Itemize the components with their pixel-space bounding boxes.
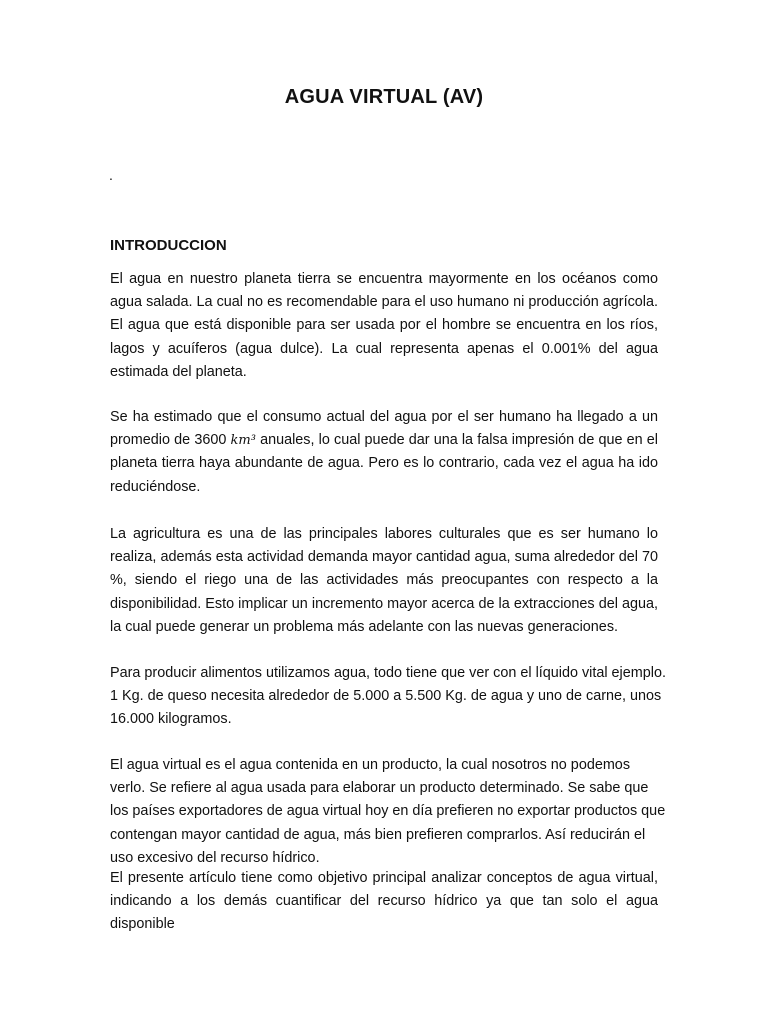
- paragraph-5-line: verlo. Se refiere al agua usada para elaborar un producto determinado. Se sabe que: [110, 780, 649, 797]
- paragraph-2-text-a: Se ha estimado que el consumo actual del agua por el ser humano ha llegado a un promedio de 3600: [110, 409, 658, 449]
- paragraph-4-line: 1 Kg. de queso necesita alrededor de 5.000 a 5.500 Kg. de agua y uno de carne, unos: [110, 688, 662, 705]
- paragraph-2-text-b: anuales, lo cual puede dar una la falsa impresión de que en el planeta tierra haya abundante de agua. Pero es lo contrario, cada vez el agua ha ido reduciéndose.: [110, 432, 659, 495]
- paragraph-5-line: uso excesivo del recurso hídrico.: [110, 849, 320, 866]
- paragraph-5: [110, 754, 666, 870]
- paragraph-6: [110, 867, 658, 937]
- section-heading-introduccion: INTRODUCCION: [110, 237, 227, 254]
- paragraph-5-line: los países exportadores de agua virtual hoy en día prefieren no exportar productos que: [110, 803, 666, 820]
- paragraph-1: El agua en nuestro planeta tierra se encuentra mayormente en los océanos como agua salada. La cual no es recomendable para el uso humano ni producción agrícola. El agua que está disponible para ser usada por el hombre se encuentra en los ríos, lagos y acuíferos (agua dulce). La cual representa apenas el 0.001% del agua estimada del planeta.: [110, 271, 658, 380]
- stray-dot: .: [109, 167, 113, 183]
- paragraph-4-line: Para producir alimentos utilizamos agua, todo tiene que ver con el líquido vital ejemplo.: [110, 665, 666, 681]
- document-title: AGUA VIRTUAL (AV): [284, 86, 484, 108]
- paragraph-6-line: El presente artículo tiene como objetivo principal analizar conceptos de agua virtual,: [110, 870, 658, 886]
- paragraph-5-line: contengan mayor cantidad de agua, más bien prefieren comprarlos. Así reducirán el: [110, 826, 646, 843]
- paragraph-4-line: 16.000 kilogramos.: [110, 711, 232, 728]
- paragraph-2: [110, 406, 658, 499]
- paragraph-4: [110, 662, 666, 732]
- unit-km3: km³: [230, 433, 256, 449]
- paragraph-5-line: El agua virtual es el agua contenida en un producto, la cual nosotros no podemos: [110, 757, 631, 773]
- paragraph-3: La agricultura es una de las principales labores culturales que es ser humano lo realiza, además esta actividad demanda mayor cantidad agua, suma alrededor del 70 %, siendo el riego una de las actividades más preocupantes con respecto a la disponibilidad. Esto implicar un incremento mayor acerca de la extracciones del agua, la cual puede generar un problema más adelante con las nuevas generaciones.: [110, 526, 658, 635]
- paragraph-6-line: indicando a los demás cuantificar del recurso hídrico ya que tan solo el agua disponible: [110, 893, 658, 933]
